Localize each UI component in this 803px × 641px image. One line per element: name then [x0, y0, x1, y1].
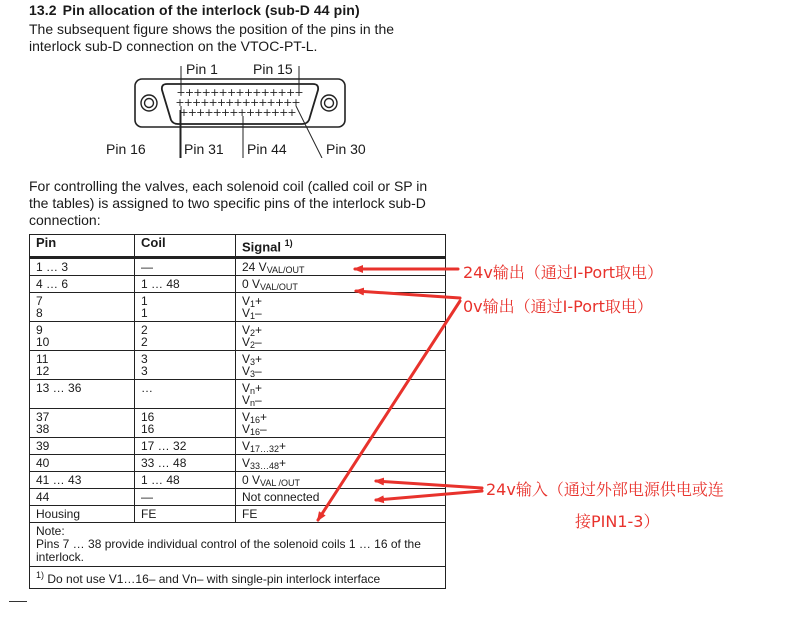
- cell-pin: 37 38: [30, 409, 135, 438]
- cell-coil: 33 … 48: [135, 455, 236, 472]
- arrow-24v-input-40: [376, 491, 482, 500]
- cell-pin: 4 … 6: [30, 276, 135, 293]
- cell-signal: 0 $V_{VAL/OUT}$: [236, 276, 446, 293]
- cell-pin: 9 10: [30, 322, 135, 351]
- cell-pin: Housing: [30, 506, 135, 523]
- cell-pin: 1 … 3: [30, 258, 135, 276]
- pin-mark: +: [252, 86, 262, 99]
- cell-coil: 1 1: [135, 293, 236, 322]
- cell-signal: $V_1+$ $V_1-$: [236, 293, 446, 322]
- pin-mark: +: [279, 106, 289, 119]
- pin-mark: +: [193, 86, 203, 99]
- pin-mark: +: [187, 106, 197, 119]
- pin-mark: +: [179, 106, 189, 119]
- cell-coil: …: [135, 380, 236, 409]
- pin-mark: +: [175, 96, 185, 109]
- header-signal: Signal $^{1)}$: [236, 235, 446, 258]
- pin30-label: Pin 30: [326, 141, 366, 157]
- pin-mark: +: [216, 96, 227, 109]
- pin-mark: +: [191, 96, 202, 109]
- pin-mark: +: [220, 106, 231, 119]
- cell-coil: 1 … 48: [135, 276, 236, 293]
- pin-mark: +: [212, 106, 222, 119]
- pin-mark: +: [266, 96, 276, 109]
- arrow-24v-input-39: [376, 481, 482, 488]
- arrow-0v-output-top: [356, 291, 460, 298]
- pin1-label: Pin 1: [186, 61, 218, 77]
- pin-mark: +: [260, 86, 270, 99]
- cell-signal: $V_2+$ $V_2-$: [236, 322, 446, 351]
- cell-signal: $V_{17\dots 32}+$: [236, 438, 446, 455]
- pin44-label: Pin 44: [247, 141, 287, 157]
- pin-mark: +: [270, 106, 280, 119]
- header-pin: Pin: [30, 235, 135, 258]
- pin-mark: +: [241, 96, 251, 109]
- cell-pin: 13 … 36: [30, 380, 135, 409]
- annotation-24v-input-line2: 接PIN1-3）: [575, 512, 660, 531]
- arrow-0v-output-bottom: [318, 301, 460, 520]
- cell-coil: 3 3: [135, 351, 236, 380]
- cell-coil: 1 … 48: [135, 472, 236, 489]
- pin-mark: +: [243, 86, 254, 99]
- cell-signal: FE: [236, 506, 446, 523]
- cell-coil: FE: [135, 506, 236, 523]
- pin-mark: +: [204, 106, 214, 119]
- coil-assignment-paragraph: For controlling the valves, each solenoid coil (called coil or SP in the tables) is assigned to two specific pins of the interlock sub-D connection:: [29, 178, 428, 228]
- pin-mark: +: [225, 96, 235, 109]
- cell-signal: $V_{16}+$ $V_{16}-$: [236, 409, 446, 438]
- pin16-label: Pin 16: [106, 141, 146, 157]
- pin-mark: +: [294, 86, 304, 99]
- table-footnote: $^{1)}$ Do not use V1…16– and Vn– with single-pin interlock interface: [30, 567, 446, 589]
- annotation-24v-output: 24v输出（通过I-Port取电）: [463, 263, 664, 282]
- pin-mark: +: [254, 106, 264, 119]
- section-number: 13.2: [29, 2, 57, 18]
- cell-pin: 7 8: [30, 293, 135, 322]
- intro-paragraph: The subsequent figure shows the position of the pins in the interlock sub-D connection on the VTOC-PT-L.: [29, 21, 395, 54]
- pin-mark: +: [229, 106, 239, 119]
- pin-mark: +: [176, 86, 186, 99]
- pin-mark: +: [274, 96, 285, 109]
- cell-signal: Not connected: [236, 489, 446, 506]
- pin-mark: +: [218, 86, 228, 99]
- pin-mark: +: [183, 96, 193, 109]
- pin-mark: +: [200, 96, 210, 109]
- pin31-label: Pin 31: [184, 141, 224, 157]
- cell-pin: 44: [30, 489, 135, 506]
- pin-mark: +: [287, 106, 297, 119]
- pin-mark: +: [277, 86, 287, 99]
- table-note: Note: Pins 7 … 38 provide individual control of the solenoid coils 1 … 16 of the interlock.: [30, 523, 446, 567]
- cell-coil: 16 16: [135, 409, 236, 438]
- cell-pin: 41 … 43: [30, 472, 135, 489]
- pin-mark: +: [269, 86, 279, 99]
- pin-mark: +: [245, 106, 256, 119]
- pin-mark: +: [184, 86, 195, 99]
- cell-signal: $V_3+$ $V_3-$: [236, 351, 446, 380]
- pin-mark: +: [208, 96, 218, 109]
- annotation-24v-input-line1: 24v输入（通过外部电源供电或连: [486, 480, 724, 499]
- cell-coil: 2 2: [135, 322, 236, 351]
- header-coil: Coil: [135, 235, 236, 258]
- pin-mark: +: [285, 86, 296, 99]
- cell-signal: 24 $V_{VAL/OUT}$: [236, 258, 446, 276]
- cell-signal: $V_{33\dots 48}+$: [236, 455, 446, 472]
- pin-mark: +: [262, 106, 272, 119]
- cell-pin: 11 12: [30, 351, 135, 380]
- pin-mark: +: [226, 86, 237, 99]
- pin-mark: +: [210, 86, 220, 99]
- pin-mark: +: [291, 96, 301, 109]
- section-title: Pin allocation of the interlock (sub-D 44 pin): [62, 2, 360, 18]
- cell-pin: 39: [30, 438, 135, 455]
- pin-mark: +: [237, 106, 247, 119]
- cell-coil: —: [135, 489, 236, 506]
- pin-mark: +: [233, 96, 243, 109]
- cell-pin: 40: [30, 455, 135, 472]
- cell-coil: 17 … 32: [135, 438, 236, 455]
- pin-mark: +: [235, 86, 245, 99]
- pin-mark: +: [249, 96, 260, 109]
- pin-mark: +: [196, 106, 206, 119]
- pin-mark: +: [283, 96, 293, 109]
- pin15-label: Pin 15: [253, 61, 293, 77]
- annotation-0v-output: 0v输出（通过I-Port取电）: [463, 297, 653, 316]
- pin-mark: +: [201, 86, 211, 99]
- pin-mark: +: [258, 96, 268, 109]
- cell-signal: $V_n+$ $V_n-$: [236, 380, 446, 409]
- cell-signal: 0 $V_{VAL /OUT}$: [236, 472, 446, 489]
- cell-coil: —: [135, 258, 236, 276]
